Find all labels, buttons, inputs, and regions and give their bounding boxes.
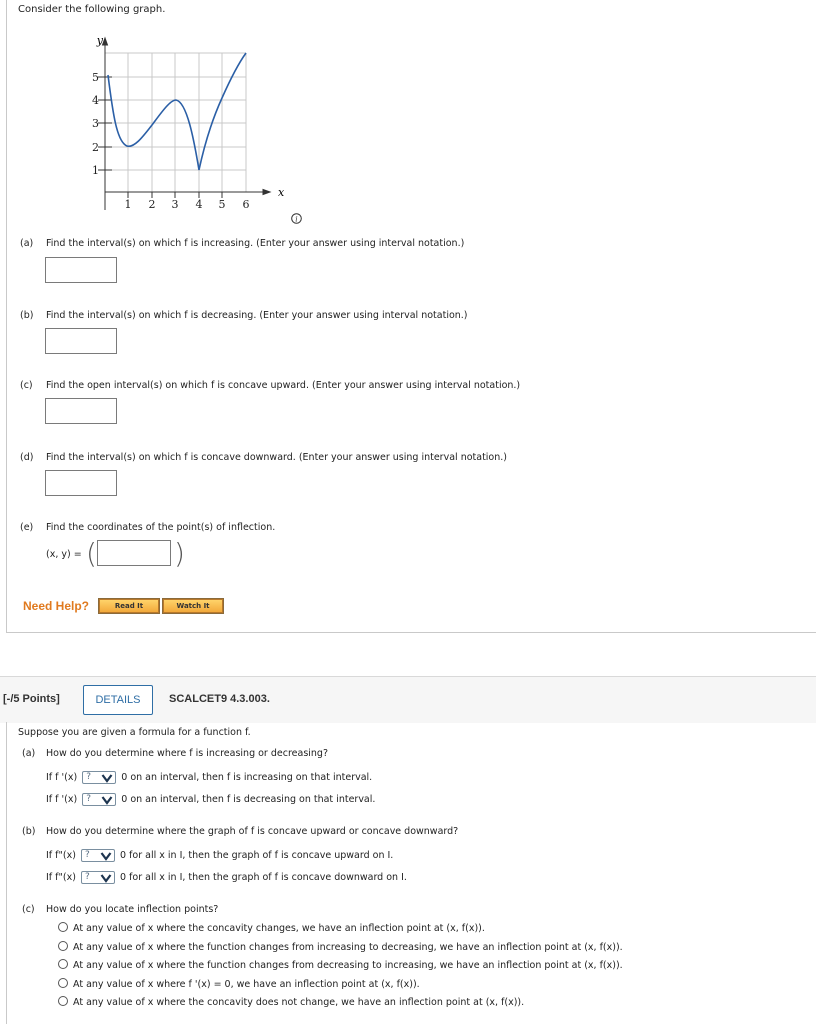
radio-option[interactable]: At any value of x where the concavity does not change, we have an inflection point at (x, f(x)). [58,996,524,1008]
inequality-select[interactable]: ? [82,771,116,784]
read-it-button[interactable]: Read It [99,599,159,613]
question-b: (b) Find the interval(s) on which f is decreasing. (Enter your answer using interval notation.) [20,310,468,321]
need-help-label: Need Help? [23,599,90,613]
question-code: SCALCET9 4.3.003. [169,693,270,705]
svg-text:i: i [295,214,298,224]
x-tick-label: 3 [171,198,179,210]
function-graph [70,30,285,210]
chevron-down-icon [100,851,112,861]
answer-input-c[interactable] [45,398,117,424]
answer-input-d[interactable] [45,470,117,496]
chevron-down-icon [101,773,113,783]
intro-text-2: Suppose you are given a formula for a function f. [18,727,251,738]
x-tick-label: 1 [124,198,132,210]
radio-circle[interactable] [58,922,68,932]
part-a-question: (a) How do you determine where f is increasing or decreasing? [22,748,329,759]
radio-circle[interactable] [58,959,68,969]
question-e: (e) Find the coordinates of the point(s) of inflection. [20,522,276,533]
inequality-select[interactable]: ? [81,849,115,862]
points-label: [-/5 Points] [3,693,60,705]
part-b-line-2: If f"(x) ? 0 for all x in I, then the graph of f is concave downward on I. [46,872,407,883]
x-axis-label: x [278,186,285,199]
graph-grid [105,53,246,192]
details-button[interactable]: DETAILS [83,685,153,715]
y-tick-label: 1 [92,164,99,177]
part-a-line-1: If f '(x) ? 0 on an interval, then f is increasing on that interval. [46,772,373,783]
question-header [0,676,816,723]
chevron-down-icon [100,873,112,883]
part-a-line-2: If f '(x) ? 0 on an interval, then f is decreasing on that interval. [46,794,376,805]
radio-option[interactable]: At any value of x where the concavity changes, we have an inflection point at (x, f(x)). [58,922,485,934]
answer-input-e[interactable] [97,540,171,566]
radio-circle[interactable] [58,996,68,1006]
inequality-select[interactable]: ? [82,793,116,806]
part-c-question: (c) How do you locate inflection points? [22,904,219,915]
y-tick-label: 4 [92,94,99,107]
left-paren: ( [86,537,97,570]
y-axis-label: y [96,34,103,47]
chevron-down-icon [101,795,113,805]
question-a: (a) Find the interval(s) on which f is increasing. (Enter your answer using interval notation.) [20,238,465,249]
y-tick-label: 2 [92,141,99,154]
part-b-line-1: If f"(x) ? 0 for all x in I, then the graph of f is concave upward on I. [46,850,394,861]
answer-input-a[interactable] [45,257,117,283]
radio-option[interactable]: At any value of x where f '(x) = 0, we have an inflection point at (x, f(x)). [58,978,420,990]
inequality-select[interactable]: ? [81,871,115,884]
radio-circle[interactable] [58,941,68,951]
question-c: (c) Find the open interval(s) on which f is concave upward. (Enter your answer using interval notation.) [20,380,521,391]
question-d: (d) Find the interval(s) on which f is concave downward. (Enter your answer using interval notation.) [20,452,507,463]
x-tick-label: 5 [218,198,226,210]
function-curve [108,53,246,170]
x-tick-label: 6 [242,198,250,210]
radio-circle[interactable] [58,978,68,988]
radio-option[interactable]: At any value of x where the function changes from decreasing to increasing, we have an inflection point at (x, f(x)). [58,959,623,971]
radio-option[interactable]: At any value of x where the function changes from increasing to decreasing, we have an inflection point at (x, f(x)). [58,941,623,953]
x-tick-label: 2 [148,198,156,210]
part-b-question: (b) How do you determine where the graph of f is concave upward or concave downward? [22,826,459,837]
xy-label: (x, y) = [46,549,82,560]
info-icon[interactable] [291,213,302,224]
right-paren: ) [174,537,185,570]
watch-it-button[interactable]: Watch It [163,599,223,613]
y-tick-label: 5 [92,71,99,84]
x-tick-label: 4 [195,198,203,210]
y-tick-label: 3 [92,117,99,130]
intro-text: Consider the following graph. [18,4,166,15]
answer-input-b[interactable] [45,328,117,354]
graph-axes [98,38,270,210]
